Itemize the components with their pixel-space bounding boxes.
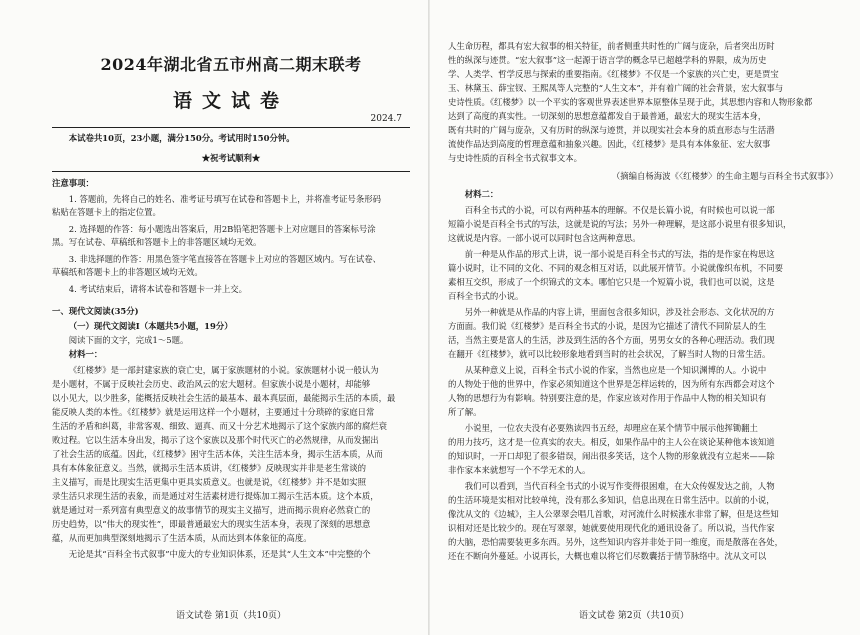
body-line: 的大脑，恐怕需要装更多东西。另外，这些知识内容并非处于同一维度，而是散落在各处，: [448, 537, 783, 547]
body-line: 历史趋势，以“伟大的现实性”，即最普通最宏大的现实生活本身，表现了深刻的思想意: [52, 519, 371, 529]
material-two-label: 材料二：: [464, 189, 499, 199]
body-line: 还在不断向外蔓延。小说再长，大概也难以将它们尽数囊括于情节脉络中。沈从文可以: [448, 551, 767, 561]
note-line: 3. 非选择题的作答：用黑色签字笔直接答在答题卡上对应的答题区域内。写在试卷、: [68, 254, 381, 264]
body-line: 另外一种就是从作品的内容上讲，里面包含很多知识，涉及社会形态、文化状况的方: [464, 307, 775, 317]
body-line: 在翻开《红楼梦》，就可以比较形象地看到当时的社会状况，了解当时人物的日常生活。: [448, 349, 771, 359]
body-line: 的知识时，一开口却犯了很多错误，闹出很多笑话，这个人物的形象就没有立起来——除: [448, 451, 775, 461]
body-line: 就是通过对一系列富有典型意义的故事情节的现实主义描写，进而揭示贵府必然衰亡的: [52, 505, 371, 515]
note-line: 4. 考试结束后，请将本试卷和答题卡一并上交。: [68, 284, 247, 294]
exam-date: 2024.7: [370, 114, 402, 124]
body-line: 史诗性质。《红楼梦》以一个平实的客观世界表述世界本原整体呈现于此，其思想内容和人物形象都: [448, 97, 813, 107]
body-line: 达到了高度的真实性。一切深刻的思想意蕴都发自于最普通，最宏大的现实生活本身，: [448, 111, 767, 121]
good-luck-banner: ★祝考试顺利★: [201, 153, 261, 163]
body-line: 玉、林黛玉、薛宝钗、王熙凤等人完整的“人生文本”，并有着广阔的社会背景，宏大叙事与: [448, 83, 784, 93]
body-line: 从某种意义上说，百科全书式小说的作家，当然也应是一个知识渊博的人。小说中: [464, 365, 767, 375]
body-line: 与史诗性质的百科全书式叙事文本。: [448, 153, 582, 163]
body-line: 所了解。: [448, 407, 482, 417]
header-rule-top: [52, 127, 410, 128]
body-line: 百科全书式的小说，可以有两种基本的理解。不仅是长篇小说，有时候也可以说一部: [464, 205, 775, 215]
body-line: 无论是其“百科全书式叙事”中庞大的专业知识体系，还是其“人生文本”中完整的个: [68, 549, 371, 559]
body-line: 人生命历程，都具有宏大叙事的相关特征，前者侧重共时性的广阔与庞杂，后者突出历时: [448, 41, 775, 51]
body-line: 的用力技巧，这才是一位真实的农夫。相反，如果作品中的主人公在谈论某种他本该知道: [448, 437, 775, 447]
note-line: 1. 答题前，先将自己的姓名、准考证号填写在试卷和答题卡上，并将准考证号条形码: [68, 194, 381, 204]
body-line: 学、人类学、哲学反思与探索的重要指南。《红楼梦》不仅是一个家族的兴亡史，更是贾宝: [448, 69, 779, 79]
body-line: 录生活只求现生活的表象，而是通过对生活素材进行提炼加工揭示生活本质。这个本质，: [52, 491, 379, 501]
body-line: 活，当然主要是富人的生活，涉及到生活的各个方面，男男女女的各种心理活动。我们现: [448, 335, 775, 345]
body-line: 的生活环境是实相对比较单纯，没有那么多知识，信息出现在日常生活中。以前的小说，: [448, 495, 775, 505]
exam-info: 本试卷共10页，23小题，满分150分。考试用时150分钟。: [68, 133, 295, 143]
body-line: 识相对还是比较少的。现在写翠翠，她就要使用现代化的通讯设备了。所以说，当代作家: [448, 523, 775, 533]
exam-page-2: [430, 0, 860, 635]
body-line: 《红楼梦》是一部封建家族的衰亡史，属于家族题材的小说。家族题材小说一般认为: [68, 365, 379, 375]
body-line: 的人物处于他的世界中，作家必须知道这个世界是怎样运转的，因为所有东西都会对这个: [448, 379, 775, 389]
body-line: 败过程。它以生活本身出发，揭示了这个家族以及那个时代灭亡的必然规律，从而发掘出: [52, 435, 379, 445]
section-heading: 一、现代文阅读(35分): [52, 306, 139, 316]
note-line: 黑。写在试卷、草稿纸和答题卡上的非答题区域均无效。: [52, 237, 262, 247]
header-rule-bottom: [52, 171, 410, 172]
page-2-column: [448, 0, 838, 635]
body-line: 了社会生活的底蕴。因此，《红楼梦》困守生活本体，关注生活本身，揭示生活本质，从而: [52, 449, 383, 459]
body-line: 生活的矛盾和纠葛，非常客观、细致、逼真、而又十分艺术地揭示了这个家族内部的腐烂衰: [52, 421, 387, 431]
notes-heading: 注意事项：: [52, 178, 94, 188]
body-line: 能反映人类的本性。《红楼梦》就是运用这样一个小题材，主要通过十分琐碎的家庭日常: [52, 407, 375, 417]
body-line: 像沈从文的《边城》，主人公翠翠会唱几首歌，对河流什么时候涨水非常了解，但是这些知: [448, 509, 779, 519]
body-line: 篇小说时，让不同的文化、不同的观念相互对话，以此展开情节。小说就像织布机，不同要: [448, 263, 783, 273]
note-line: 2. 选择题的作答：每小题选出答案后，用2B铅笔把答题卡上对应题目的答案标号涂: [68, 224, 376, 234]
page-1-column: [52, 0, 410, 635]
body-line: 蕴，从而更加典型深刻地揭示了生活本质，从而达到本体象征的高度。: [52, 533, 312, 543]
body-line: 非作家本来就想写一个不学无术的人。: [448, 465, 591, 475]
page-footer: 语文试卷 第2页（共10页）: [578, 611, 690, 621]
body-line: 这就说是内容。一部小说可以同时包含这两种意思。: [448, 233, 641, 243]
page-footer: 语文试卷 第1页（共10页）: [175, 611, 287, 621]
body-line: 具有本体象征意义。当然，就揭示生活本质讲，《红楼梦》反映现实并非是老生常谈的: [52, 463, 367, 473]
body-line: 是小题材，不属于反映社会历史、政治风云的宏大题材。但家族小说是小题材，却能够: [52, 379, 371, 389]
body-line: 素相互交织，形成了一个织锦式的文本。哪怕它只是一个短篇小说，我们也可以说，这是: [448, 277, 775, 287]
body-line: 短篇小说是百科全书式的写法，这就是说的写法；另外一种理解，是这部小说里有很多知识，: [448, 219, 792, 229]
body-line: 小说里，一位农夫没有必要熟读四书五经，却理应在某个情节中展示他挥锄翻土: [464, 423, 758, 433]
body-line: 既有共时的广阔与庞杂，又有历时的纵深与迹贯，并以现实社会本身的质直形态与生活潜: [448, 125, 775, 135]
subject-title: 语文试卷: [172, 90, 289, 112]
body-line: 流使作品达到高度的哲理意蕴和抽象兴趣。因此，《红楼梦》是具有本体象征、宏大叙事: [448, 139, 771, 149]
excerpt-source: （摘编自杨海波《〈红楼梦〉的生命主题与百科全书式叙事》）: [611, 171, 838, 181]
note-line: 粘贴在答题卡上的指定位置。: [52, 207, 161, 217]
body-line: 前一种是从作品的形式上讲，说一部小说是百科全书式的写法，指的是作家在构思这: [464, 249, 775, 259]
body-line: 方面面。我们说《红楼梦》是百科全书式的小说，是因为它描述了清代不同阶层人的生: [448, 321, 767, 331]
body-line: 性的纵深与迹贯。“宏大叙事”这一起源于语言学的概念早已超越学科的界限，成为历史: [448, 55, 767, 65]
exam-title: 2024年湖北省五市州高二期末联考: [100, 55, 362, 74]
note-line: 草稿纸和答题卡上的非答题区域均无效。: [52, 267, 203, 277]
material-one-label: 材料一：: [68, 349, 103, 359]
body-line: 主义描写，而是比现实生活更集中更具实质意义。也就是说，《红楼梦》并不是如实照: [52, 477, 367, 487]
reading-instruction: 阅读下面的文字，完成1～5题。: [68, 335, 189, 345]
subsection-heading: （一）现代文阅读Ⅰ（本题共5小题，19分）: [68, 321, 233, 331]
body-line: 以小见大，以少胜多，能概括反映社会生活的最基本、最本真层面，最能揭示生活的本质，最: [52, 393, 396, 403]
body-line: 人物的思想行为有影响。特别要注意的是，作家应该对作用于作品中人物的相关知识有: [448, 393, 767, 403]
body-line: 我们可以看到，当代百科全书式的小说写作变得很困难，在大众传媒发达之前，人物: [464, 481, 775, 491]
body-line: 百科全书式的小说。: [448, 291, 524, 301]
